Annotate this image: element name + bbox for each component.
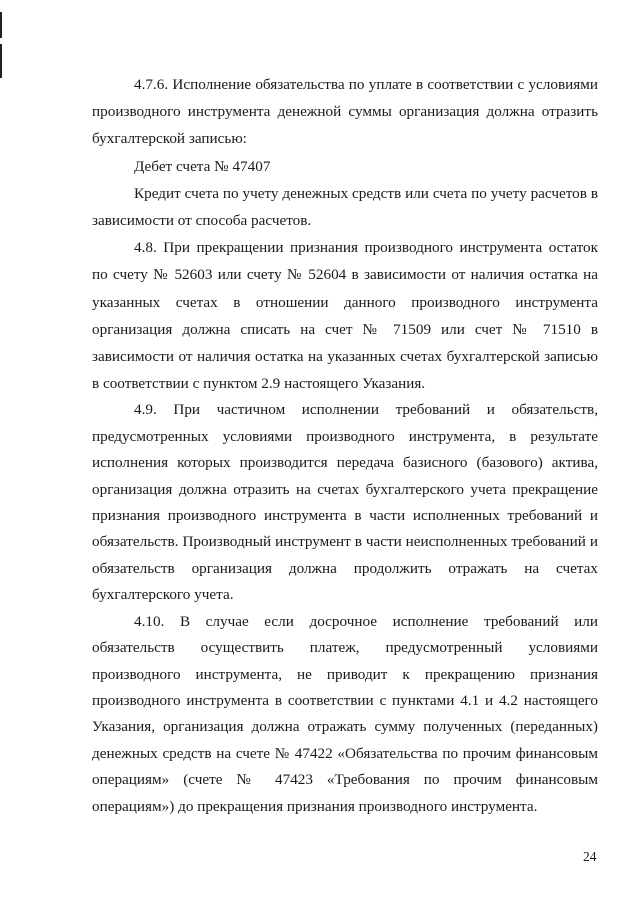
paragraph-credit-account: Кредит счета по учету денежных средств или счета по учету расчетов в зависимости от способа расчетов. xyxy=(92,184,598,230)
paragraph-4-9: 4.9. При частичном исполнении требований и обязательств, предусмотренных условиями производного инструмента, в результате исполнения которых производится передача базисного (базового) актива, организация должна отразить на счетах бухгалтерского учета прекращение признания производного инструмента в части исполненных требований и обязательств. Производный инструмент в части неисполненных требований и обязательств организация должна продолжить отражать на счетах бухгалтерского учета. xyxy=(92,401,598,604)
paragraph-4-7-6: 4.7.6. Исполнение обязательства по уплате в соответствии с условиями производного инструмента денежной суммы организация должна отразить бухгалтерской записью: xyxy=(92,76,598,148)
paragraph-debit-account: Дебет счета № 47407 xyxy=(134,157,271,175)
scan-edge-mark-middle xyxy=(0,44,2,78)
scan-edge-mark-top xyxy=(0,12,2,38)
page-number: 24 xyxy=(583,849,597,864)
paragraph-4-8: 4.8. При прекращении признания производного инструмента остаток по счету № 52603 или счету № 52604 в зависимости от наличия остатка на указанных счетах в отношении данного производного инструмента организация должна списать на счет № 71509 или счет № 71510 в зависимости от наличия остатка на указанных счетах бухгалтерской записью в соответствии с пунктом 2.9 настоящего Указания. xyxy=(92,239,598,393)
document-body xyxy=(92,71,598,820)
paragraph-4-10: 4.10. В случае если досрочное исполнение требований или обязательств осуществить платеж, предусмотренный условиями производного инструмента, не приводит к прекращению признания производного инструмента в соответствии с пунктами 4.1 и 4.2 настоящего Указания, организация должна отражать сумму полученных (переданных) денежных средств на счете № 47422 «Обязательства по прочим финансовым операциям» (счете № 47423 «Требования по прочим финансовым операциям») до прекращения признания производного инструмента. xyxy=(92,612,598,815)
